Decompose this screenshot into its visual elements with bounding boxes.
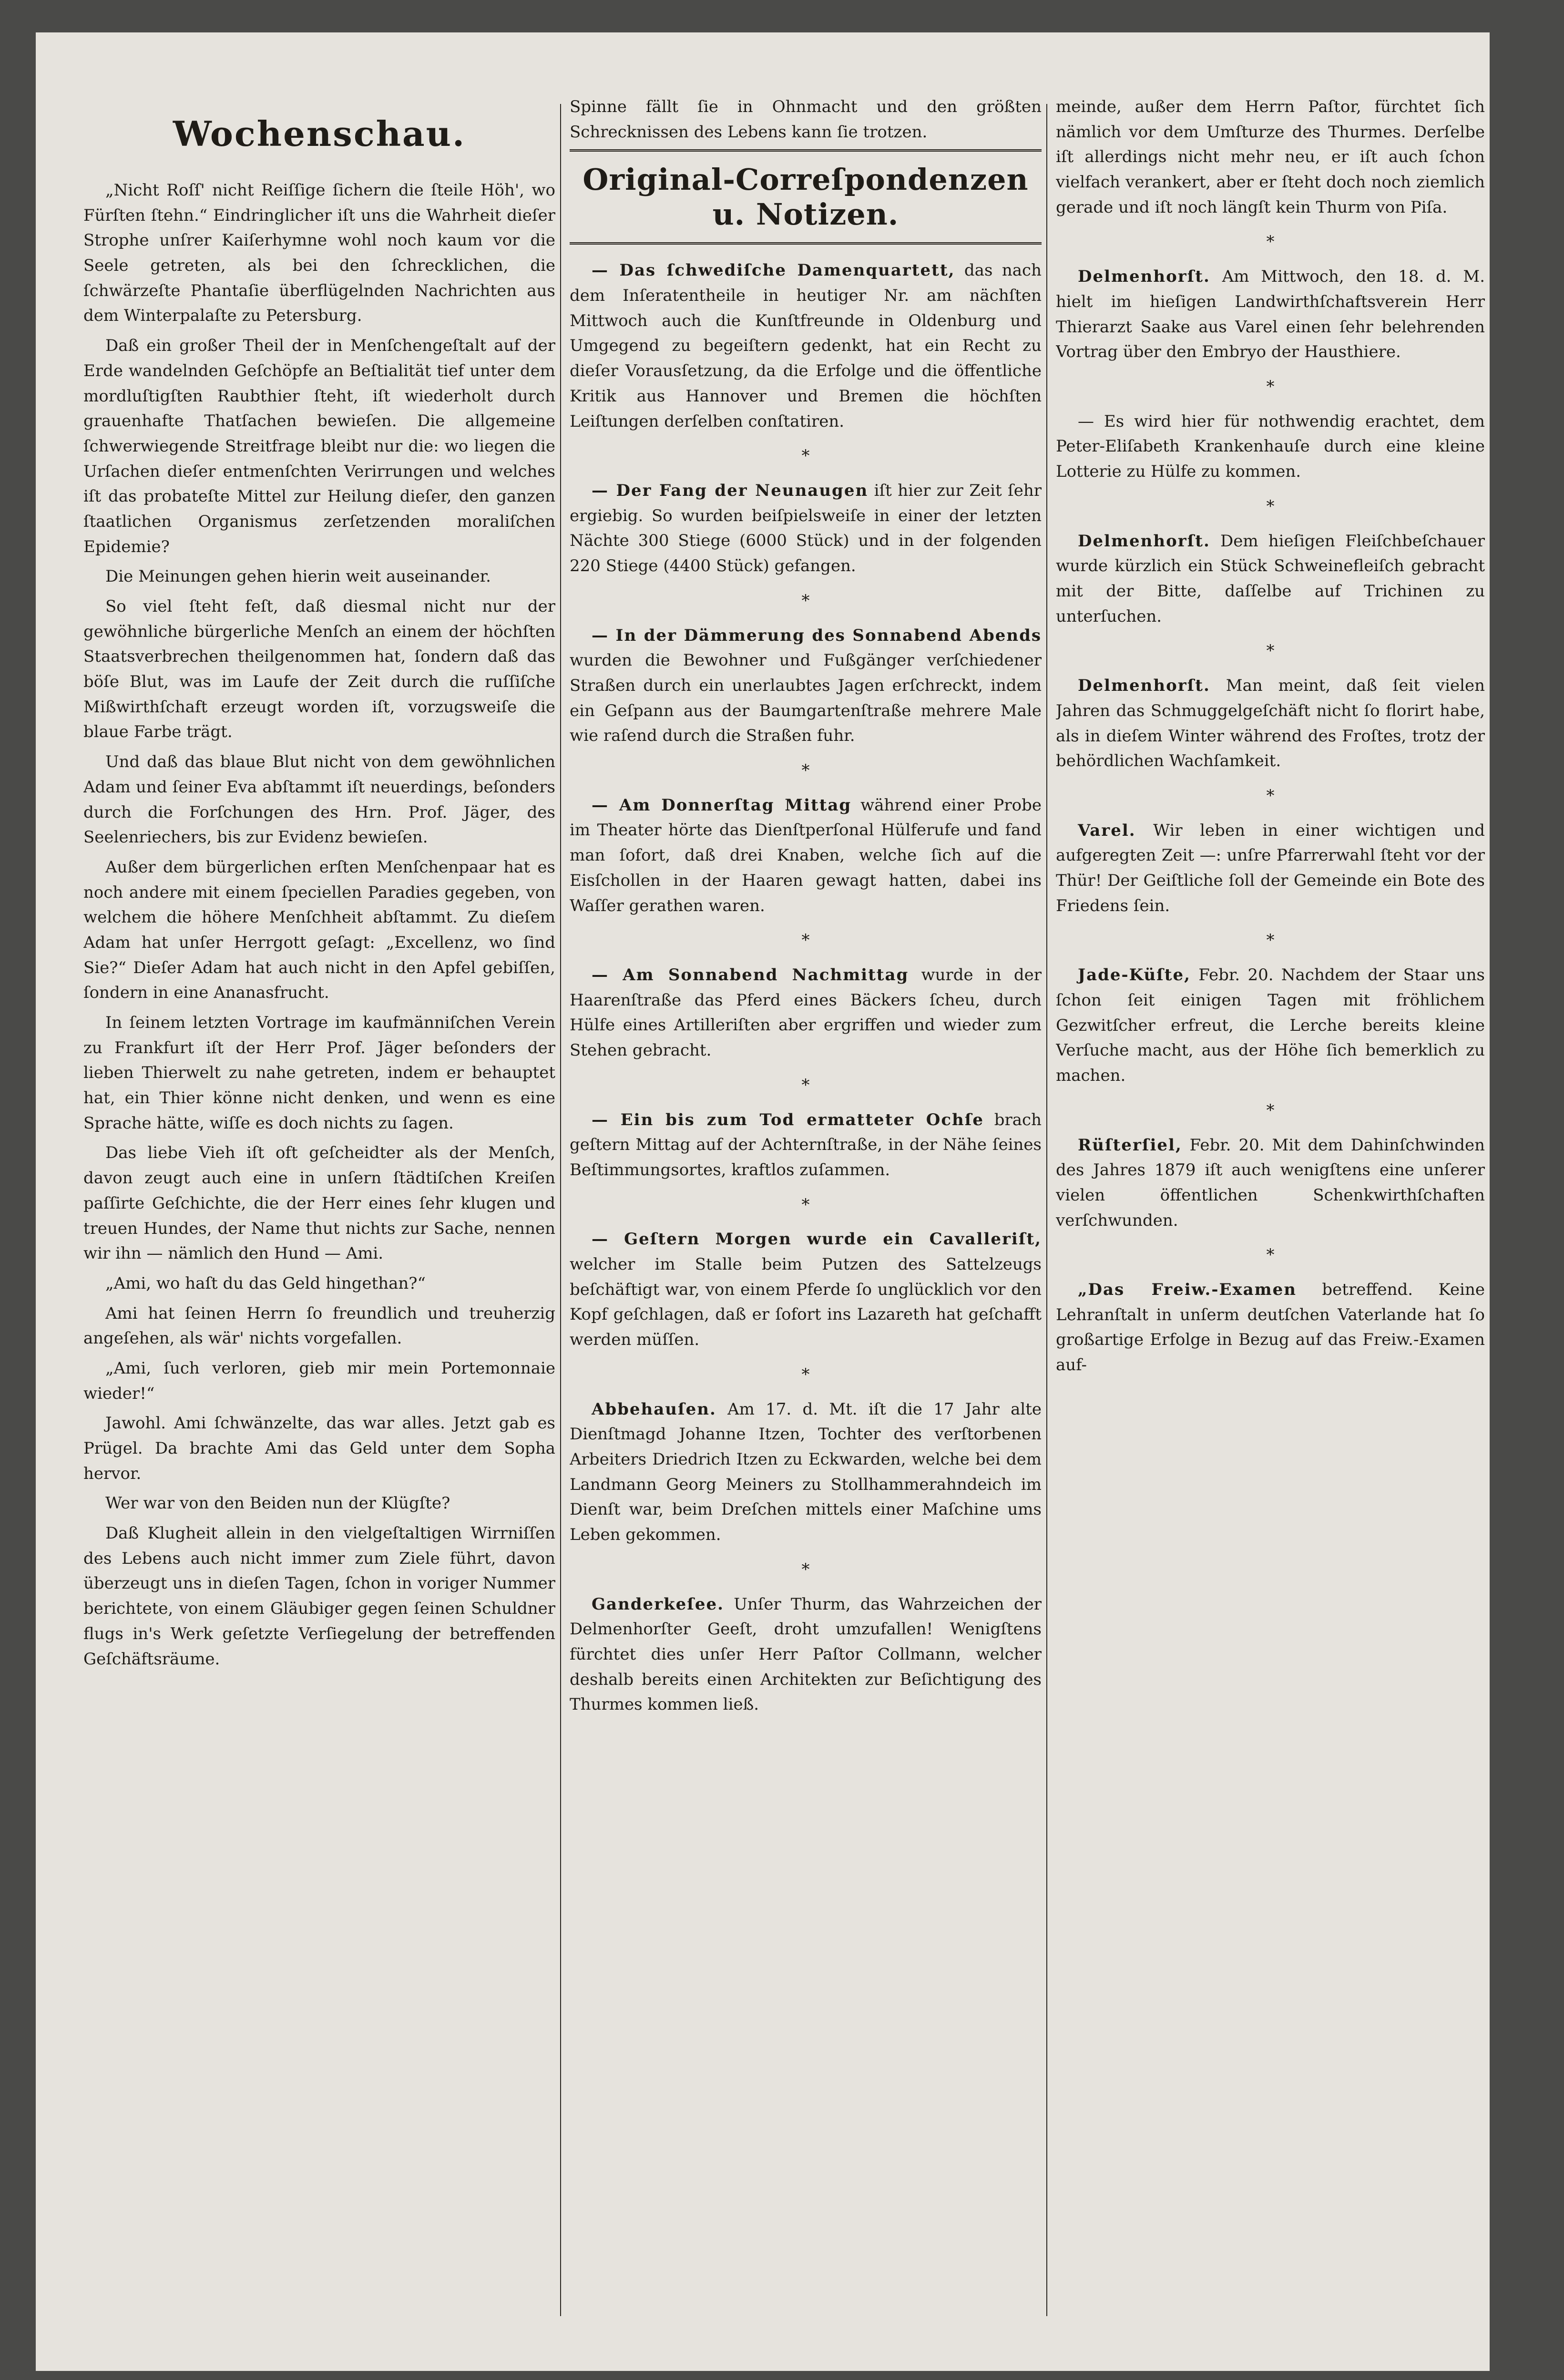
news-item-lead: Varel. xyxy=(1078,821,1136,840)
article-paragraph: „Ami, ſuch verloren, gieb mir mein Portemonnaie wieder!“ xyxy=(83,1358,555,1403)
news-item xyxy=(570,623,1042,749)
news-item-lead: — Am Sonnabend Nachmittag xyxy=(592,965,909,985)
article-paragraph: Daß ein großer Theil der in Menſchengeſtalt auf der Erde wandelnden Geſchöpfe an Beſtialität tief unter dem mordluſtigſten Raubthier ſteht, iſt wiederholt durch grauenhafte Thatſachen bewieſen. Die allgemeine ſchwerwiegende Streitfrage bleibt nur die: wo liegen die Urſachen dieſer entmenſchten Verirrungen und welches iſt das probateſte Mittel zur Heilung dieſer, den ganzen ſtaatlichen Organismus zerſetzenden moraliſchen Epidemie? xyxy=(83,336,555,556)
article-paragraph: Die Meinungen gehen hierin weit auseinander. xyxy=(105,567,491,586)
news-item xyxy=(1056,409,1485,484)
news-item xyxy=(570,963,1042,1063)
news-item-text: das nach dem Inſeratentheile in heutiger Nr. am nächſten Mittwoch auch die Kunſtfreunde in Oldenburg und Umgegend zu begeiſtern gedenkt, hat ein Recht zu dieſer Vorausſetzung, da die Erfolge und die öffentliche Kritik aus Hannover und Bremen die höchſten Leiſtungen derſelben conſtatiren. xyxy=(570,261,1042,431)
news-item-text: — Es wird hier für nothwendig erachtet, dem Peter-Eliſabeth Krankenhauſe durch eine kleine Lotterie zu Hülfe zu kommen. xyxy=(1056,411,1485,482)
news-item xyxy=(570,1592,1042,1717)
news-item-text: während einer Probe im Theater hörte das Dienſtperſonal Hülferufe und fand man ſofort, daß drei Knaben, welche ſich auf die Eisſchollen in der Haaren gewagt hatten, dabei ins Waſſer gerathen waren. xyxy=(570,795,1042,915)
news-item-lead: — Ein bis zum Tod ermatteter Ochſe xyxy=(592,1110,984,1129)
news-item xyxy=(570,793,1042,918)
column-weekly-review xyxy=(83,94,555,2335)
news-item-lead: Delmenhorſt. xyxy=(1078,531,1210,551)
separator-star: * xyxy=(801,446,810,466)
newspaper-page xyxy=(36,32,1528,2371)
news-item-lead: — Geſtern Morgen wurde ein Cavalleriſt, xyxy=(592,1230,1042,1249)
news-item-text: welcher im Stalle beim Putzen des Sattelzeugs beſchäftigt war, von einem Pferde ſo unglücklich vor den Kopf geſchlagen, daß er ſofort ins Lazareth hat geſchafft werden müſſen. xyxy=(570,1255,1042,1350)
news-item xyxy=(570,1108,1042,1183)
news-item xyxy=(570,258,1042,434)
news-item xyxy=(570,478,1042,579)
news-item-lead: „Das Freiw.-Examen xyxy=(1078,1280,1297,1300)
separator-star: * xyxy=(1266,232,1275,252)
separator-star: * xyxy=(1266,641,1275,661)
news-item xyxy=(1056,264,1485,365)
news-item-lead: — In der Dämmerung des Sonnabend Abends xyxy=(592,626,1042,645)
news-item-text: iſt hier zur Zeit ſehr ergiebig. So wurden beiſpielsweiſe in einer der letzten Nächte 300 Stiege (6000 Stück) und in der folgenden 220 Stiege (4400 Stück) gefangen. xyxy=(570,481,1042,576)
separator-star: * xyxy=(1266,377,1275,396)
separator-star: * xyxy=(801,591,810,610)
news-items xyxy=(570,258,1042,1717)
news-item xyxy=(570,1397,1042,1548)
news-item-text: brach geſtern Mittag auf der Achternſtraße, in der Nähe ſeines Beſtimmungsortes, kraftlos zuſammen. xyxy=(570,1110,1042,1180)
separator-star: * xyxy=(801,1364,810,1384)
article-paragraph: „Nicht Roſſ' nicht Reiſſige ſichern die ſteile Höh', wo Fürſten ſtehn.“ Eindringlicher iſt uns die Wahrheit dieſer Strophe unſrer Kaiſerhymne wohl noch kaum vor die Seele getreten, als bei den ſchrecklichen, die ſchwärzeſte Phantaſie überflügelnden Nachrichten aus dem Winterpalaſte zu Petersburg. xyxy=(83,181,555,326)
news-item xyxy=(1056,1277,1485,1378)
separator-star: * xyxy=(801,1075,810,1095)
column-regional-news xyxy=(1056,94,1485,2335)
news-item-text: Febr. 20. Mit dem Dahinſchwinden des Jahres 1879 iſt auch wenigſtens eine unſerer vielen öffentlichen Schenkwirthſchaften verſchwunden. xyxy=(1056,1135,1485,1230)
news-item-lead: Delmenhorſt. xyxy=(1078,267,1210,287)
separator-star: * xyxy=(1266,1100,1275,1120)
news-item xyxy=(1056,818,1485,919)
news-item xyxy=(1056,673,1485,774)
news-item-text: wurden die Bewohner und Fußgänger verſchiedener Straßen durch ein unerlaubtes Jagen erſchreckt, indem ein Geſpann aus der Baumgartenſtraße mehrere Male wie raſend durch die Straßen fuhr. xyxy=(570,651,1042,746)
article-paragraph: Ami hat ſeinen Herrn ſo freundlich und treuherzig angeſehen, als wär' nichts vorgefallen. xyxy=(83,1303,555,1348)
news-item-text: Am 17. d. Mt. iſt die 17 Jahr alte Dienſtmagd Johanne Itzen, Tochter des verſtorbenen Arbeiters Driedrich Itzen zu Eckwarden, welche bei dem Landmann Georg Meiners zu Stollhammerahndeich im Dienſt war, beim Dreſchen mittels einer Maſchine ums Leben gekommen. xyxy=(570,1399,1042,1545)
article-paragraph: Außer dem bürgerlichen erſten Menſchenpaar hat es noch andere mit einem ſpeciellen Paradies gegeben, von welchem die höhere Menſchheit abſtammt. Zu dieſem Adam hat unſer Herrgott geſagt: „Excellenz, wo ſind Sie?“ Dieſer Adam hat auch nicht in den Apfel gebiſſen, ſondern in eine Ananasfrucht. xyxy=(83,857,555,1003)
separator-star: * xyxy=(1266,786,1275,805)
news-item xyxy=(570,1227,1042,1352)
article-paragraph: Wer war von den Beiden nun der Klügſte? xyxy=(105,1494,450,1513)
news-item xyxy=(1056,529,1485,629)
separator-star: * xyxy=(1266,931,1275,950)
news-item-lead: — Das ſchwediſche Damenquartett, xyxy=(592,261,955,280)
news-item-lead: — Der Fang der Neunaugen xyxy=(592,481,869,500)
column-rule xyxy=(1046,104,1047,2316)
news-item xyxy=(1056,963,1485,1088)
news-item-text: wurde in der Haarenſtraße das Pferd eines Bäckers ſcheu, durch Hülfe eines Artilleriſten aber ergriffen und wieder zum Stehen gebracht. xyxy=(570,965,1042,1060)
article-paragraph: In ſeinem letzten Vortrage im kaufmänniſchen Verein zu Frankfurt iſt der Herr Prof. Jäger beſonders der lieben Thierwelt zu nahe getreten, indem er behauptet hat, ein Thier könne nicht denken, und wenn es eine Sprache hätte, wiſſe es doch nichts zu ſagen. xyxy=(83,1013,555,1133)
news-item-text: Man meint, daß ſeit vielen Jahren das Schmuggelgeſchäft nicht ſo florirt habe, als in dieſem Winter während des Froſtes, trotz der behördlichen Wachſamkeit. xyxy=(1056,676,1485,771)
news-item-lead: Jade-Küſte, xyxy=(1078,965,1191,985)
article-paragraph: Und daß das blaue Blut nicht von dem gewöhnlichen Adam und ſeiner Eva abſtammt iſt neuerdings, beſonders durch die Forſchungen des Hrn. Prof. Jäger, des Seelenriechers, bis zur Evidenz bewieſen. xyxy=(83,752,555,847)
separator-star: * xyxy=(1266,496,1275,516)
article-paragraph: Das liebe Vieh iſt oft geſcheidter als der Menſch, davon zeugt auch eine in unſern ſtädtiſchen Kreiſen paſſirte Geſchichte, die der Herr eines ſehr klugen und treuen Hundes, der Name thut nichts zur Sache, nennen wir ihn — nämlich den Hund — Ami. xyxy=(83,1143,555,1263)
news-item-text: Unſer Thurm, das Wahrzeichen der Delmenhorſter Geeſt, droht umzufallen! Wenigſtens fürchtet dies unſer Herr Paſtor Collmann, welcher deshalb bereits einen Architekten zur Beſichtigung des Thurmes kommen ließ. xyxy=(570,1594,1042,1714)
continued-text: Spinne fällt ſie in Ohnmacht und den größten Schrecknissen des Lebens kann ſie trotzen. xyxy=(570,97,1042,142)
news-item-lead: Delmenhorſt. xyxy=(1078,676,1210,696)
article-paragraph: Jawohl. Ami ſchwänzelte, das war alles. Jetzt gab es Prügel. Da brachte Ami das Geld unter dem Sopha hervor. xyxy=(83,1414,555,1483)
section-heading: Original-Correſpondenzen u. Notizen. xyxy=(570,149,1042,245)
separator-star: * xyxy=(801,1559,810,1579)
separator-star: * xyxy=(801,931,810,950)
article-body xyxy=(83,178,555,1672)
article-paragraph: Daß Klugheit allein in den vielgeſtaltigen Wirrniſſen des Lebens auch nicht immer zum Ziele führt, davon überzeugt uns in dieſen Tagen, ſchon in voriger Nummer berichtete, von einem Gläubiger gegen ſeinen Schuldner flugs in's Werk geſetzte Verſiegelung der betreffenden Geſchäftsräume. xyxy=(83,1524,555,1669)
news-item xyxy=(1056,1133,1485,1233)
news-item-text: Febr. 20. Nachdem der Staar uns ſchon ſeit einigen Tagen mit fröhlichem Gezwitſcher erfreut, die Lerche bereits kleine Verſuche macht, aus der Höhe ſich bemerklich zu machen. xyxy=(1056,965,1485,1086)
column-correspondence xyxy=(570,94,1042,2335)
news-item-text: Am Mittwoch, den 18. d. M. hielt im hieſigen Landwirthſchaftsverein Herr Thierarzt Saake aus Varel einen ſehr belehrenden Vortrag über den Embryo der Hausthiere. xyxy=(1056,267,1485,362)
news-item-text: Dem hieſigen Fleiſchbeſchauer wurde kürzlich ein Stück Schweinefleiſch gebracht mit der Bitte, daſſelbe auf Trichinen zu unterſuchen. xyxy=(1056,531,1485,626)
news-item-lead: Rüſterſiel, xyxy=(1078,1135,1182,1155)
continued-text: meinde, außer dem Herrn Paſtor, fürchtet ſich nämlich vor dem Umſturze des Thurmes. Derſelbe iſt allerdings nicht mehr neu, er iſt auch ſchon vielfach verankert, aber er ſteht doch noch ziemlich gerade und iſt noch längſt kein Thurm von Piſa. xyxy=(1056,97,1485,217)
news-item-lead: Abbehauſen. xyxy=(592,1399,716,1419)
section-heading: Wochenschau. xyxy=(173,113,466,154)
separator-star: * xyxy=(1266,1245,1275,1265)
separator-star: * xyxy=(801,1195,810,1214)
news-item-lead: Ganderkeſee. xyxy=(592,1594,725,1614)
news-item-text: Wir leben in einer wichtigen und aufgeregten Zeit —: unſre Pfarrerwahl ſteht vor der Thür! Der Geiſtliche ſoll der Gemeinde ein Bote des Friedens ſein. xyxy=(1056,821,1485,915)
news-items xyxy=(1056,264,1485,1378)
article-paragraph: „Ami, wo haſt du das Geld hingethan?“ xyxy=(105,1273,426,1293)
article-paragraph: So viel ſteht feſt, daß diesmal nicht nur der gewöhnliche bürgerliche Menſch an einem der höchſten Staatsverbrechen theilgenommen hat, ſondern daß das böſe Blut, was im Laufe der Zeit durch die ruſſiſche Mißwirthſchaft erzeugt worden iſt, vorzugsweiſe die blaue Farbe trägt. xyxy=(83,597,555,742)
news-item-lead: — Am Donnerſtag Mittag xyxy=(592,795,852,815)
separator-star: * xyxy=(801,760,810,780)
news-item-text: betreffend. Keine Lehranſtalt in unſerm deutſchen Vaterlande hat ſo großartige Erfolge in Bezug auf das Freiw.-Examen auf- xyxy=(1056,1280,1485,1375)
column-rule xyxy=(560,104,561,2316)
